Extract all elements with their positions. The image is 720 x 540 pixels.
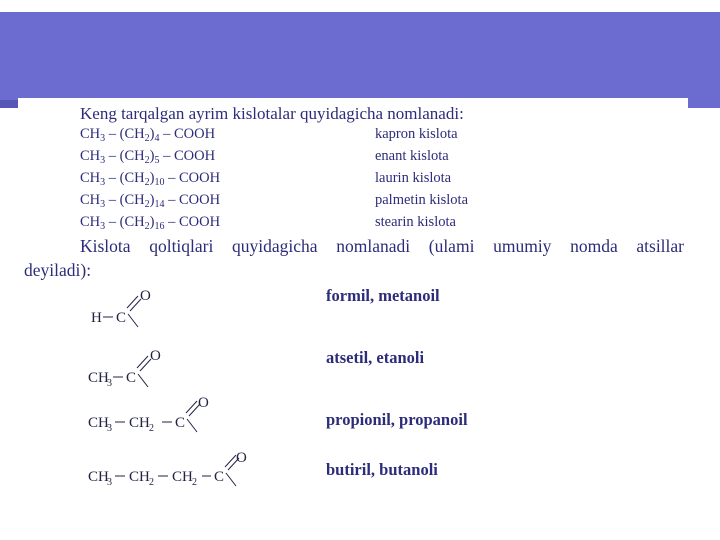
oxygen-atom: O <box>150 348 161 364</box>
paren: ) <box>149 192 155 208</box>
subscript: 2 <box>144 155 150 166</box>
subscript: 3 <box>100 133 106 144</box>
formula-tail: – COOH <box>164 192 221 208</box>
radical-formula: CH <box>88 415 109 431</box>
subscript: 4 <box>154 133 160 144</box>
radical-formula: CH <box>88 370 109 386</box>
subscript: 2 <box>192 477 197 488</box>
radical-formula: CH <box>129 469 150 485</box>
formula-mid: – (CH <box>105 148 145 164</box>
paren: ) <box>149 126 155 142</box>
acid-name: stearin kislota <box>375 214 456 230</box>
paragraph-line-2: deyiladi): <box>24 260 92 280</box>
paren: ) <box>149 170 155 186</box>
formula-prefix: CH <box>80 192 101 208</box>
paren: ) <box>149 214 155 230</box>
radical-name: butiril, butanoli <box>326 460 438 479</box>
section-heading: Keng tarqalgan ayrim kislotalar quyidagicha nomlanadi: <box>80 104 464 123</box>
acid-name: palmetin kislota <box>375 192 469 208</box>
acid-name: laurin kislota <box>375 170 452 186</box>
subscript: 5 <box>154 155 160 166</box>
subscript: 2 <box>149 477 154 488</box>
subscript: 3 <box>100 177 106 188</box>
carbon-atom: C <box>175 415 186 431</box>
formula-mid: – (CH <box>105 192 145 208</box>
subscript: 2 <box>144 221 150 232</box>
formula-prefix: CH <box>80 170 101 186</box>
subscript: 3 <box>107 477 112 488</box>
formula-prefix: CH <box>80 148 101 164</box>
formula-prefix: CH <box>80 214 101 230</box>
carbon-atom: C <box>116 310 127 326</box>
subscript: 3 <box>100 199 106 210</box>
subscript: 2 <box>144 177 150 188</box>
formula-mid: – (CH <box>105 126 145 142</box>
butyryl-structure <box>88 450 247 488</box>
radical-name: formil, metanoil <box>326 286 440 305</box>
subscript: 2 <box>149 423 154 434</box>
radical-name: atsetil, etanoli <box>326 348 425 367</box>
subscript: 3 <box>100 155 106 166</box>
radical-formula: CH <box>172 469 193 485</box>
carbon-atom: C <box>126 370 137 386</box>
formula-tail: – COOH <box>164 170 221 186</box>
acid-name: kapron kislota <box>375 126 458 142</box>
formula-prefix: CH <box>80 126 101 142</box>
carbon-atom: C <box>214 469 225 485</box>
paragraph-line-1: Kislota qoltiqlari quyidagicha nomlanadi (ulami umumiy nomda atsillar <box>80 236 684 256</box>
acid-name: enant kislota <box>375 148 449 164</box>
radical-name: propionil, propanoil <box>326 410 468 429</box>
oxygen-atom: O <box>198 395 209 411</box>
radical-formula: H <box>91 310 102 326</box>
subscript: 3 <box>107 378 112 389</box>
formula-tail: – COOH <box>164 214 221 230</box>
formula-mid: – (CH <box>105 214 145 230</box>
acetyl-structure <box>88 348 161 389</box>
propionyl-structure <box>88 395 209 434</box>
subscript: 3 <box>100 221 106 232</box>
oxygen-atom: O <box>236 450 247 466</box>
formula-tail: – COOH <box>159 126 216 142</box>
formula-mid: – (CH <box>105 170 145 186</box>
subscript: 14 <box>154 199 165 210</box>
subscript: 2 <box>144 133 150 144</box>
subscript: 16 <box>154 221 165 232</box>
formula-tail: – COOH <box>159 148 216 164</box>
radical-formula: CH <box>88 469 109 485</box>
radical-formula: CH <box>129 415 150 431</box>
paren: ) <box>149 148 155 164</box>
subscript: 10 <box>154 177 165 188</box>
formyl-structure <box>91 288 151 327</box>
subscript: 2 <box>144 199 150 210</box>
subscript: 3 <box>107 423 112 434</box>
oxygen-atom: O <box>140 288 151 304</box>
